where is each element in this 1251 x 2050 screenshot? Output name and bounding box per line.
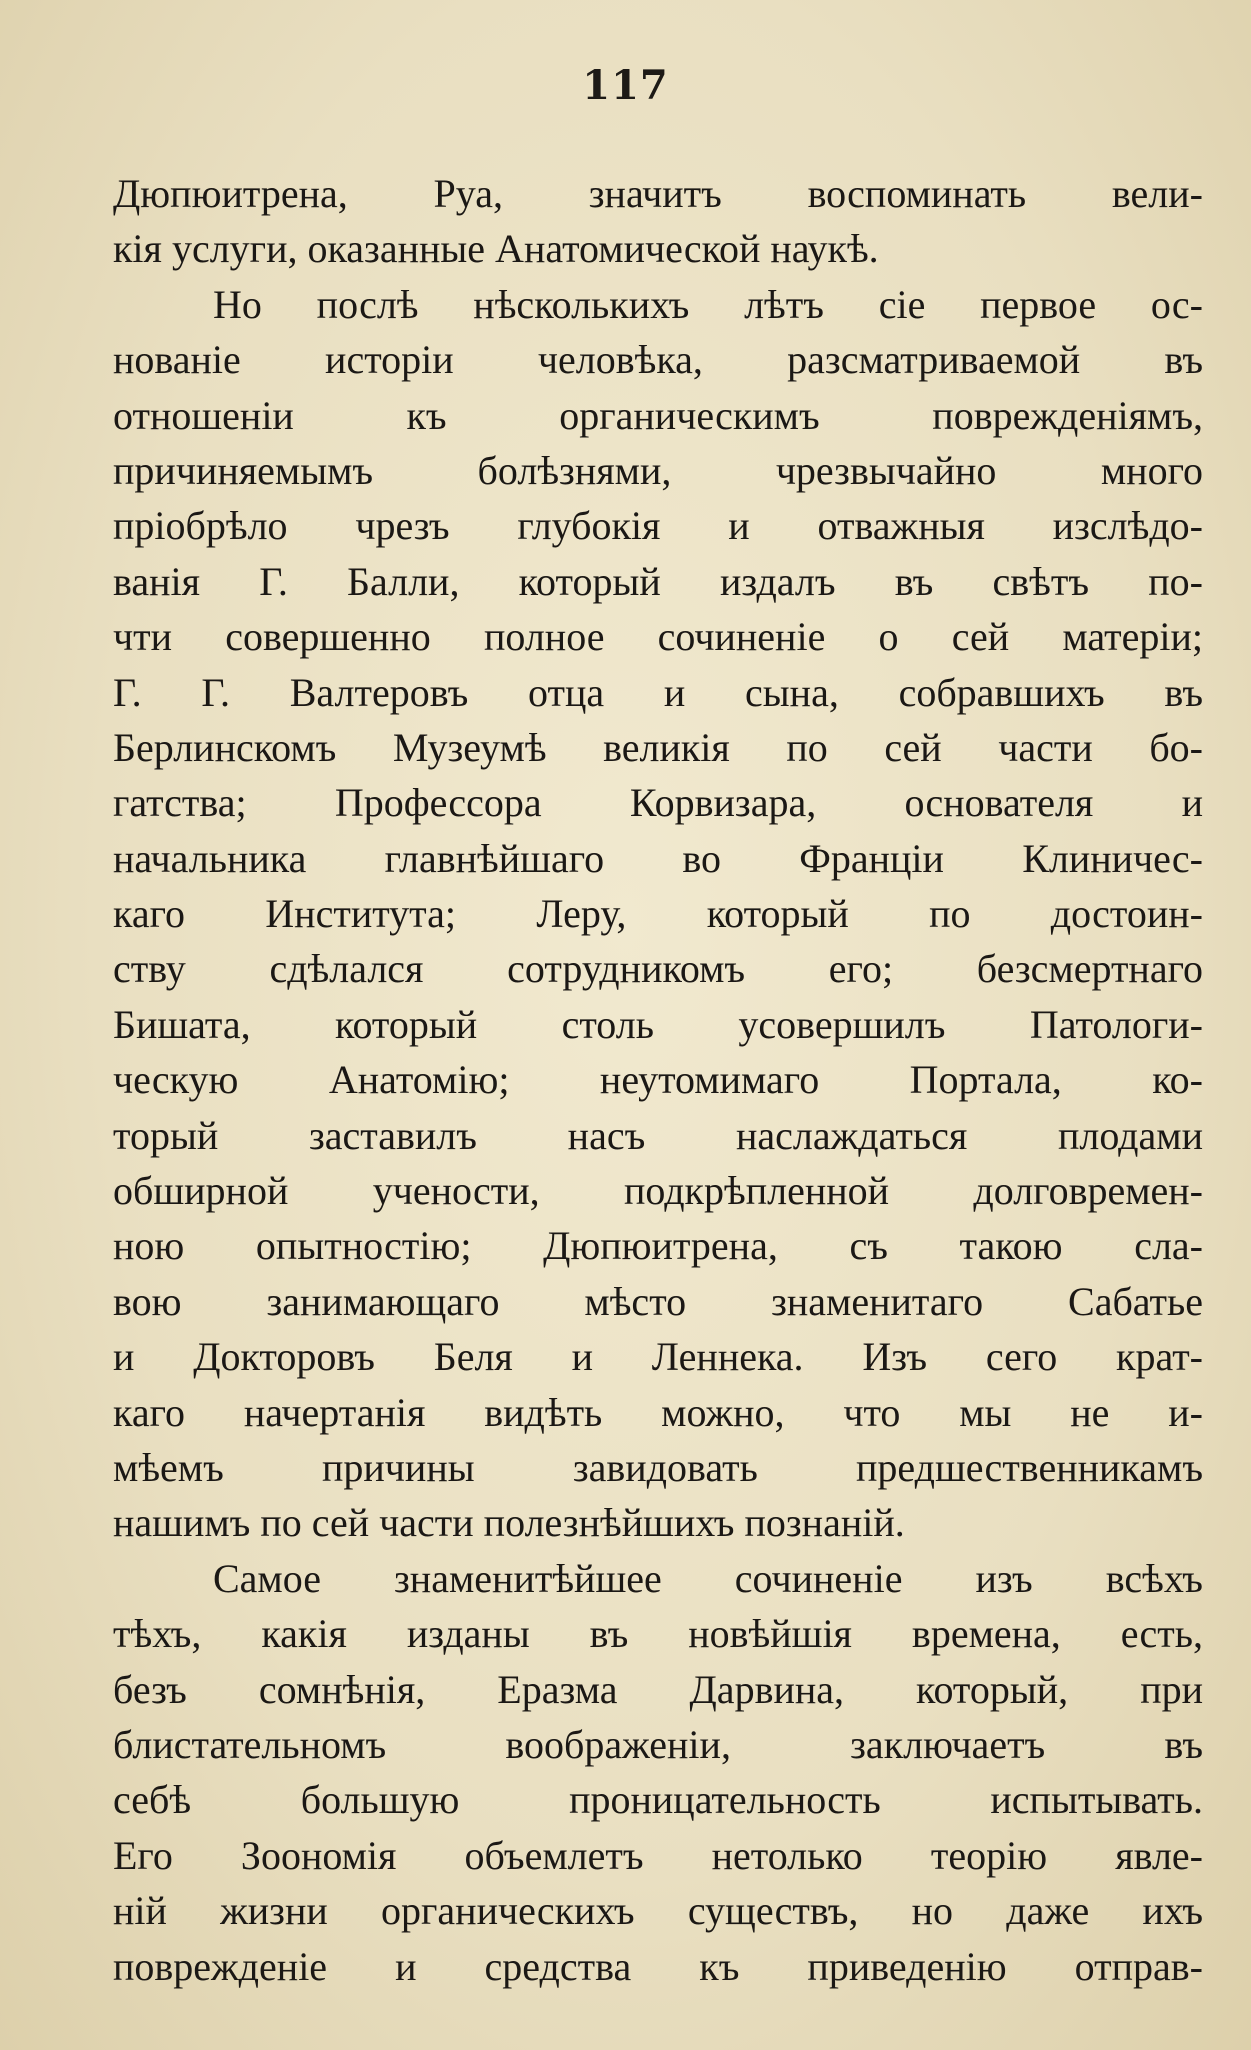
text-line: обширной учености, подкрѣпленной долговремен-	[113, 1168, 1203, 1214]
text-line: ству сдѣлался сотрудникомъ его; безсмертнаго	[113, 946, 1203, 992]
body-text	[113, 166, 1203, 1994]
text-line: нашимъ по сей части полезнѣйшихъ познаній.	[113, 1500, 905, 1546]
text-line: и Докторовъ Беля и Леннека. Изъ сего крат-	[113, 1334, 1203, 1380]
text-line: отношеніи къ органическимъ поврежденіямъ,	[113, 392, 1203, 438]
text-line: поврежденіе и средства къ приведенію отправ-	[113, 1943, 1203, 1989]
text-line: торый заставилъ насъ наслаждаться плодами	[113, 1112, 1203, 1158]
text-line: Дюпюитрена, Руа, значитъ воспоминать вели-	[113, 171, 1203, 216]
text-line: Самое знаменитѣйшее сочиненіе изъ всѣхъ	[213, 1555, 1203, 1601]
text-line: ванія Г. Балли, который издалъ въ свѣтъ по-	[113, 558, 1203, 604]
text-line: Г. Г. Валтеровъ отца и сына, собравшихъ въ	[113, 669, 1203, 715]
text-line: тѣхъ, какія изданы въ новѣйшія времена, есть,	[113, 1611, 1203, 1657]
text-line: Берлинскомъ Музеумѣ великія по сей части бо-	[113, 724, 1203, 770]
text-line: ческую Анатомію; неутомимаго Портала, ко-	[113, 1057, 1203, 1103]
text-line: ною опытностію; Дюпюитрена, съ такою сла-	[113, 1223, 1203, 1269]
text-line: пріобрѣло чрезъ глубокія и отважныя изслѣдо-	[113, 503, 1203, 549]
text-line: Но послѣ нѣсколькихъ лѣтъ сіе первое ос-	[213, 281, 1203, 327]
text-line: причиняемымъ болѣзнями, чрезвычайно много	[113, 447, 1203, 493]
page-number: 117	[582, 62, 669, 109]
text-line: блистательномъ воображеніи, заключаетъ въ	[113, 1721, 1203, 1767]
text-line: ній жизни органическихъ существъ, но даже ихъ	[113, 1888, 1203, 1934]
text-line: каго начертанія видѣть можно, что мы не и-	[113, 1389, 1203, 1435]
text-line: Его Зоономія объемлетъ нетолько теорію явле-	[113, 1832, 1203, 1878]
text-line: каго Института; Леру, который по достоин-	[113, 891, 1203, 937]
text-line: кія услуги, оказанные Анатомической наукѣ.	[113, 226, 879, 272]
text-line: начальника главнѣйшаго во Франціи Клиничес-	[113, 835, 1203, 881]
text-line: мѣемъ причины завидовать предшественникамъ	[113, 1444, 1203, 1490]
text-line: Бишата, который столь усовершилъ Патологи-	[113, 1001, 1203, 1047]
text-line: нованіе исторіи человѣка, разсматриваемой въ	[113, 337, 1203, 383]
text-line: безъ сомнѣнія, Еразма Дарвина, который, при	[113, 1666, 1203, 1712]
text-line: чти совершенно полное сочиненіе о сей матеріи;	[113, 614, 1203, 660]
text-line: гатства; Профессора Корвизара, основателя и	[113, 780, 1203, 826]
text-line: вою занимающаго мѣсто знаменитаго Сабатье	[113, 1278, 1203, 1324]
text-line: себѣ большую проницательность испытывать.	[113, 1777, 1203, 1823]
